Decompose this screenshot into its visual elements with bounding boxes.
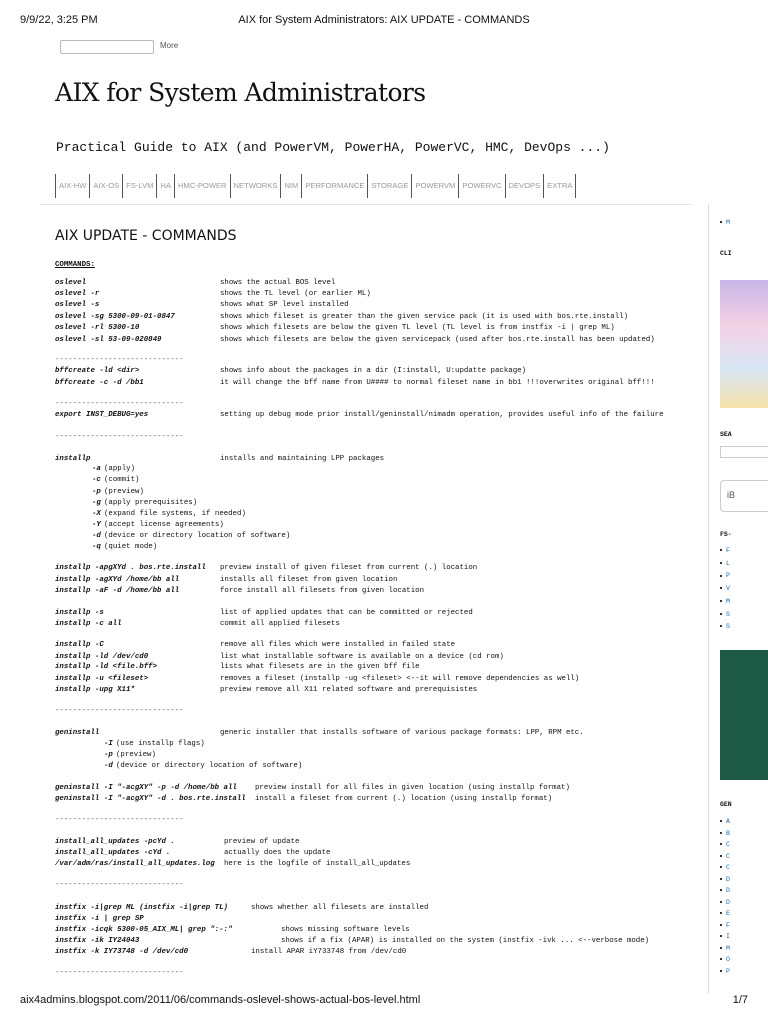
command-description: installs and maintaining LPP packages xyxy=(220,455,385,463)
sidebar-search-input[interactable] xyxy=(720,446,768,458)
print-page-number: 1/7 xyxy=(732,994,748,1006)
tab-bar xyxy=(55,174,576,198)
command-text: -p xyxy=(92,488,101,496)
command-description: shows which fileset is greater than the given service pack (it is used with bos.rte.install) xyxy=(220,313,629,321)
command-text: installp -upg X11* xyxy=(55,686,135,694)
command-description: shows which filesets are below the given servicepack (used after bos.rte.install has been updated) xyxy=(220,336,655,344)
command-text: geninstall xyxy=(55,729,100,737)
sidebar-link-label: M xyxy=(726,219,730,226)
sidebar-link-label: D xyxy=(726,898,730,906)
sidebar-link-label: S xyxy=(726,623,730,631)
sidebar-link[interactable] xyxy=(720,841,730,848)
command-description: setting up debug mode prior install/geninstall/nimadm operation, provides useful info of the failure xyxy=(220,411,664,419)
command-description: actually does the update xyxy=(224,849,331,857)
command-text: oslevel -sg 5300-09-01-0847 xyxy=(55,313,175,321)
sidebar-link[interactable] xyxy=(720,818,730,825)
sidebar-heading: CLI xyxy=(720,250,732,257)
sidebar-link-label: D xyxy=(726,875,730,883)
command-text: -g xyxy=(92,499,101,507)
command-description: shows whether all filesets are installed xyxy=(251,904,429,912)
bullet-icon xyxy=(720,549,722,551)
sidebar-heading: FS- xyxy=(720,531,732,538)
command-text: install_all_updates -cYd . xyxy=(55,849,171,857)
blog-title[interactable]: AIX for System Administrators xyxy=(55,78,426,107)
sidebar-link-label: E xyxy=(726,910,730,917)
command-description: preview install for all files in given location (using installp format) xyxy=(255,784,570,792)
tab-networks[interactable]: NETWORKS xyxy=(230,174,281,198)
sidebar-link-label: M xyxy=(726,597,730,605)
bullet-icon xyxy=(720,587,722,589)
command-description: install a fileset from current (.) location (using installp format) xyxy=(255,795,553,803)
command-description: here is the logfile of install_all_updates xyxy=(224,860,411,868)
command-description: (preview) xyxy=(104,488,144,496)
command-text: install_all_updates -pcYd . xyxy=(55,838,175,846)
tab-devops[interactable]: DEVOPS xyxy=(505,174,544,198)
sidebar-link[interactable] xyxy=(720,945,730,952)
tab-powervc[interactable]: POWERVC xyxy=(458,174,504,198)
bullet-icon xyxy=(720,221,722,223)
command-text: instfix -k IY73748 -d /dev/cd0 xyxy=(55,948,189,956)
tab-ha[interactable]: HA xyxy=(156,174,174,198)
separator-line: ----------------------------- xyxy=(55,816,184,824)
sidebar-link-label: I xyxy=(726,933,730,940)
print-header xyxy=(20,14,748,30)
command-text: installp -C xyxy=(55,641,104,649)
command-text: oslevel -sl 53-09-020849 xyxy=(55,336,162,344)
command-description: (apply) xyxy=(104,465,136,473)
sidebar-link[interactable] xyxy=(720,585,730,592)
separator-line: ----------------------------- xyxy=(55,433,184,441)
separator-line: ----------------------------- xyxy=(55,356,184,364)
sidebar-link-label: P xyxy=(726,572,730,580)
command-text: -I xyxy=(104,740,113,748)
bullet-icon xyxy=(720,958,722,960)
bullet-icon xyxy=(720,613,722,615)
command-description: (expand file systems, if needed) xyxy=(104,510,246,518)
command-description: (apply prerequisites) xyxy=(104,499,198,507)
command-text: geninstall -I "-acgXY" -p -d /home/bb all xyxy=(55,784,237,792)
command-text: oslevel -rl 5300-10 xyxy=(55,324,140,332)
command-description: shows what SP level installed xyxy=(220,301,349,309)
command-description: (device or directory location of software) xyxy=(116,762,303,770)
command-text: installp xyxy=(55,455,91,463)
command-text: -X xyxy=(92,510,101,518)
sidebar-link[interactable] xyxy=(720,547,730,554)
command-text: bffcreate -c -d /bb1 xyxy=(55,379,144,387)
sidebar-link[interactable] xyxy=(720,956,730,963)
command-text: -d xyxy=(104,762,113,770)
command-description: shows which filesets are below the given TL level (TL level is from instfix -i | grep ML) xyxy=(220,324,615,332)
bullet-icon xyxy=(720,832,722,834)
sidebar-link-label: S xyxy=(726,610,730,618)
sidebar-heading: SEA xyxy=(720,431,732,438)
command-description: preview of update xyxy=(224,838,300,846)
commands-heading: COMMANDS: xyxy=(55,261,95,269)
sidebar-link-label: D xyxy=(726,887,730,894)
tab-powervm[interactable]: POWERVM xyxy=(411,174,458,198)
bullet-icon xyxy=(720,575,722,577)
command-description: preview remove all X11 related software and prerequisistes xyxy=(220,686,478,694)
command-text: -Y xyxy=(92,521,101,529)
sidebar-input-placeholder: iB xyxy=(727,490,736,500)
command-text: installp -u <fileset> xyxy=(55,675,149,683)
sidebar-link-label: C xyxy=(726,864,730,871)
sidebar-link-label: M xyxy=(726,944,730,952)
bullet-icon xyxy=(720,912,722,914)
command-description: list of applied updates that can be committed or rejected xyxy=(220,609,473,617)
print-url: aix4admins.blogspot.com/2011/06/commands-oslevel-shows-actual-bos-level.html xyxy=(20,994,421,1006)
bullet-icon xyxy=(720,600,722,602)
command-description: shows the TL level (or earlier ML) xyxy=(220,290,371,298)
command-text: installp -ld <file.bff> xyxy=(55,663,158,671)
sidebar-link[interactable] xyxy=(720,864,730,871)
sidebar-link[interactable] xyxy=(720,968,730,975)
tab-storage[interactable]: STORAGE xyxy=(367,174,411,198)
command-text: oslevel -r xyxy=(55,290,100,298)
sidebar-link-label: V xyxy=(726,585,730,593)
command-description: (preview) xyxy=(116,751,156,759)
bullet-icon xyxy=(720,820,722,822)
command-text: installp -aF -d /home/bb all xyxy=(55,587,180,595)
sidebar-link-label: F xyxy=(726,921,730,929)
sidebar-link[interactable] xyxy=(720,899,730,906)
bullet-icon xyxy=(720,562,722,564)
bullet-icon xyxy=(720,625,722,627)
navbar-more-link[interactable]: More xyxy=(160,41,179,50)
tab-nim[interactable]: NIM xyxy=(280,174,301,198)
sidebar-link[interactable] xyxy=(720,876,730,883)
command-text: oslevel xyxy=(55,279,87,287)
command-description: (device or directory location of software) xyxy=(104,532,291,540)
sidebar-link[interactable] xyxy=(720,910,730,917)
command-description: list what installable software is available on a device (cd rom) xyxy=(220,653,504,661)
sidebar-link-label: C xyxy=(726,852,730,860)
sidebar-link[interactable] xyxy=(720,887,730,894)
separator-line: ----------------------------- xyxy=(55,881,184,889)
command-description: shows the actual BOS level xyxy=(220,279,336,287)
sidebar-link[interactable] xyxy=(720,933,730,940)
sidebar-link[interactable] xyxy=(720,611,730,618)
sidebar-link[interactable] xyxy=(720,853,730,860)
bullet-icon xyxy=(720,935,722,937)
sidebar-link[interactable] xyxy=(720,219,730,226)
separator-line: ----------------------------- xyxy=(55,969,184,977)
bullet-icon xyxy=(720,924,722,926)
command-text: /var/adm/ras/install_all_updates.log xyxy=(55,860,215,868)
command-description: install APAR iY733748 from /dev/cd0 xyxy=(251,948,407,956)
command-description: (quiet mode) xyxy=(104,543,158,551)
command-description: installs all fileset from given location xyxy=(220,576,398,584)
command-description: (commit) xyxy=(104,476,140,484)
tab-performance[interactable]: PERFORMANCE xyxy=(301,174,367,198)
tab-aix-hw[interactable]: AIX-HW xyxy=(55,174,89,198)
command-text: -c xyxy=(92,476,101,484)
command-text: -p xyxy=(104,751,113,759)
sidebar-link[interactable] xyxy=(720,830,730,837)
sidebar-promo-image[interactable] xyxy=(720,280,768,408)
bullet-icon xyxy=(720,947,722,949)
command-text: installp -s xyxy=(55,609,104,617)
command-description: shows if a fix (APAR) is installed on the system (instfix -ivk ... <--verbose mode) xyxy=(281,937,650,945)
bullet-icon xyxy=(720,843,722,845)
tab-fs-lvm[interactable]: FS-LVM xyxy=(122,174,156,198)
sidebar-link[interactable] xyxy=(720,572,730,579)
command-description: shows info about the packages in a dir (I:install, U:updatte package) xyxy=(220,367,527,375)
sidebar-link-label: F xyxy=(726,547,730,554)
navbar-search-input[interactable] xyxy=(60,40,154,54)
command-description: remove all files which were installed in failed state xyxy=(220,641,456,649)
tab-extra[interactable]: EXTRA xyxy=(543,174,576,198)
sidebar-link-label: C xyxy=(726,841,730,848)
separator-line: ----------------------------- xyxy=(55,400,184,408)
command-text: installp -agXYd /home/bb all xyxy=(55,576,180,584)
command-text: -q xyxy=(92,543,101,551)
command-text: bffcreate -ld <dir> xyxy=(55,367,140,375)
bullet-icon xyxy=(720,889,722,891)
command-description: (accept license agreements) xyxy=(104,521,224,529)
sidebar-ad-image[interactable] xyxy=(720,650,768,780)
sidebar-link[interactable] xyxy=(720,598,730,605)
command-description: commit all applied filesets xyxy=(220,620,340,628)
command-text: geninstall -I "-acgXY" -d . bos.rte.install xyxy=(55,795,246,803)
bullet-icon xyxy=(720,878,722,880)
command-description: (use installp flags) xyxy=(116,740,205,748)
command-description: force install all filesets from given location xyxy=(220,587,425,595)
command-text: -d xyxy=(92,532,101,540)
command-text: instfix -icqk 5300-05_AIX_ML| grep ":-:" xyxy=(55,926,233,934)
bullet-icon xyxy=(720,866,722,868)
command-text: instfix -ik IY24043 xyxy=(55,937,140,945)
command-text: instfix -i|grep ML (instfix -i|grep TL) xyxy=(55,904,228,912)
sidebar-link-label: P xyxy=(726,967,730,975)
sidebar-divider xyxy=(708,204,709,994)
post-title: AIX UPDATE - COMMANDS xyxy=(55,228,237,244)
command-text: installp -c all xyxy=(55,620,122,628)
divider xyxy=(40,204,692,205)
sidebar-link-label: L xyxy=(726,559,730,567)
sidebar-link[interactable] xyxy=(720,560,730,567)
bullet-icon xyxy=(720,970,722,972)
command-description: generic installer that installs software of various package formats: LPP, RPM etc. xyxy=(220,729,584,737)
print-timestamp: 9/9/22, 3:25 PM xyxy=(20,14,98,26)
tab-hmc-power[interactable]: HMC-POWER xyxy=(174,174,230,198)
command-description: shows missing software levels xyxy=(281,926,410,934)
command-text: instfix -i | grep SP xyxy=(55,915,144,923)
tab-aix-os[interactable]: AIX-OS xyxy=(89,174,122,198)
blog-description: Practical Guide to AIX (and PowerVM, PowerHA, PowerVC, HMC, DevOps ...) xyxy=(56,140,610,155)
sidebar-text-input[interactable] xyxy=(720,480,768,512)
command-text: export INST_DEBUG=yes xyxy=(55,411,149,419)
sidebar-link-label: B xyxy=(726,829,730,837)
command-text: installp -ld /dev/cd0 xyxy=(55,653,149,661)
command-description: preview install of given fileset from current (.) location xyxy=(220,564,478,572)
bullet-icon xyxy=(720,901,722,903)
sidebar-link[interactable] xyxy=(720,922,730,929)
command-text: oslevel -s xyxy=(55,301,100,309)
command-description: it will change the bff name from U#### to normal fileset name in bb1 !!!overwrites original bff!!! xyxy=(220,379,655,387)
bullet-icon xyxy=(720,855,722,857)
sidebar-heading: GEN xyxy=(720,801,732,808)
command-description: lists what filesets are in the given bff file xyxy=(220,663,420,671)
separator-line: ----------------------------- xyxy=(55,707,184,715)
print-footer xyxy=(20,994,748,1008)
sidebar-link-label: A xyxy=(726,818,730,825)
print-page-title: AIX for System Administrators: AIX UPDATE - COMMANDS xyxy=(238,14,530,26)
command-text: -a xyxy=(92,465,101,473)
sidebar-link-label: O xyxy=(726,956,730,963)
command-description: removes a fileset (installp -ug <fileset> <--it will remove dependencies as well) xyxy=(220,675,580,683)
sidebar-link[interactable] xyxy=(720,623,730,630)
command-text: installp -apgXYd . bos.rte.install xyxy=(55,564,206,572)
